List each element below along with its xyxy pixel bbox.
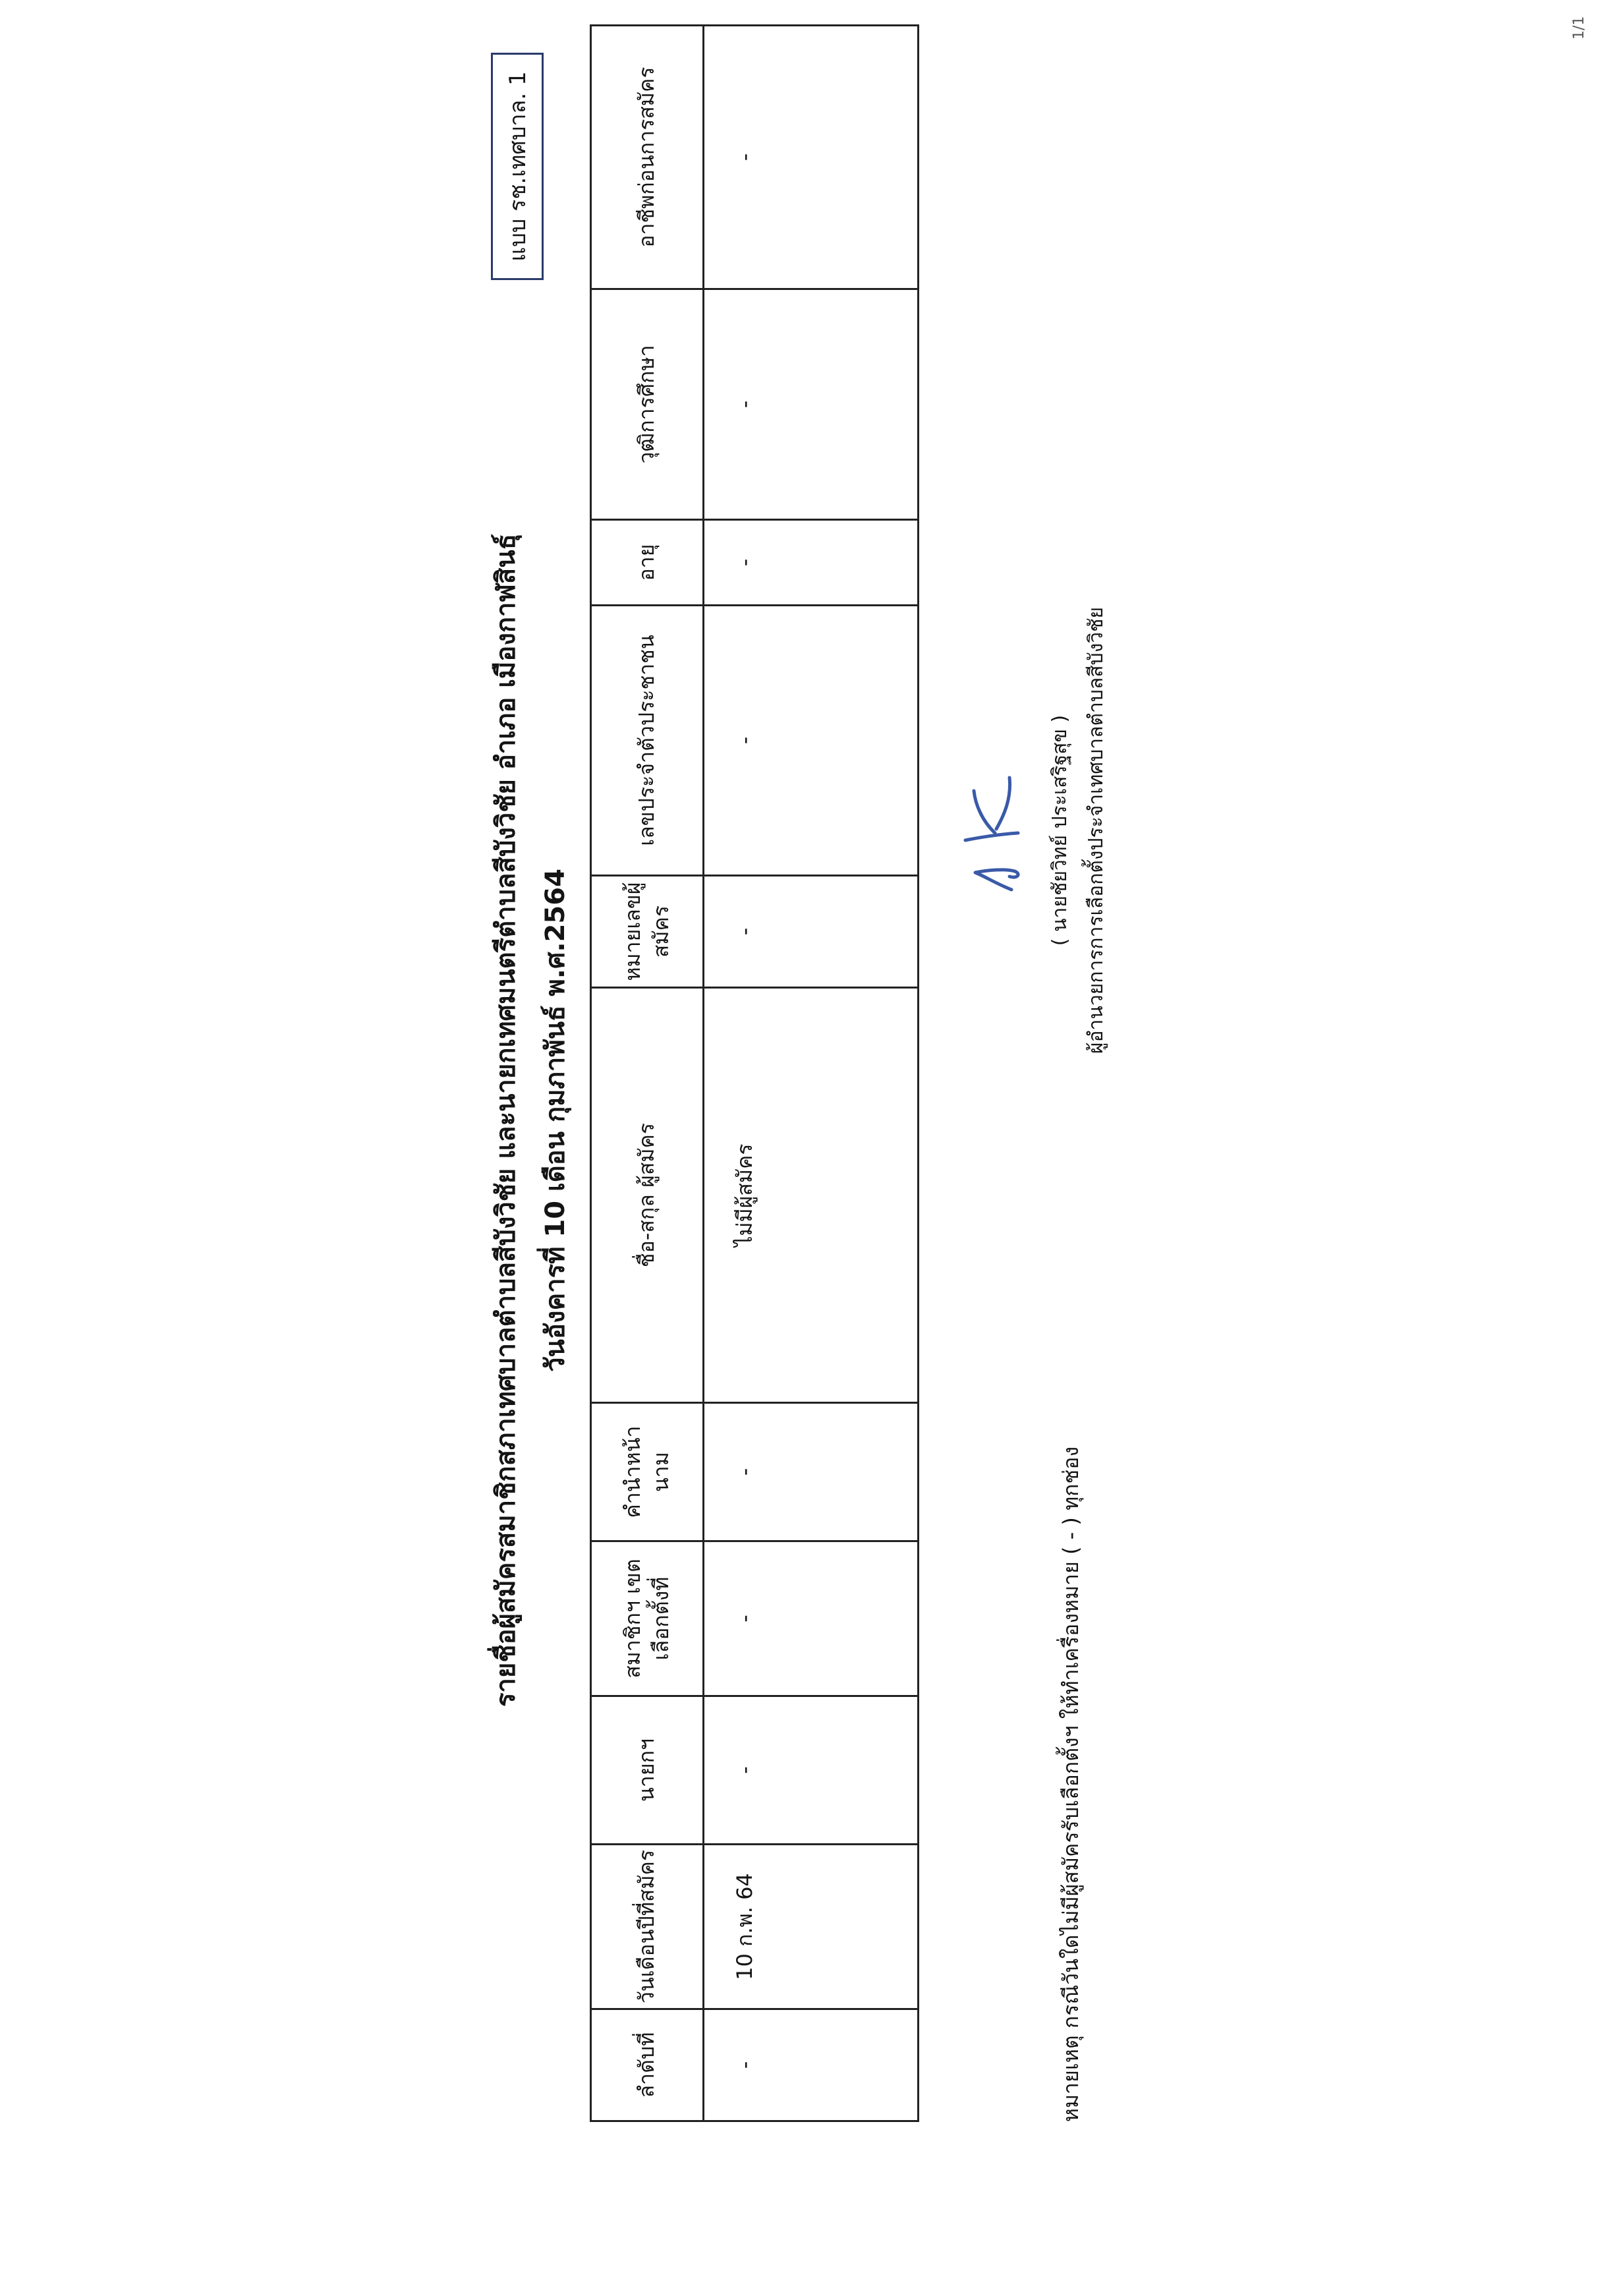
- form-code-badge: แบบ รช.เทศบาล. 1: [491, 53, 544, 280]
- document-date: วันอังคารที่ 10 เดือน กุมภาพันธ์ พ.ศ.2564: [540, 869, 571, 1372]
- candidate-table: [590, 24, 919, 2122]
- col-header-education: วุฒิการศึกษา: [591, 289, 704, 520]
- cell-date: 10 ก.พ. 64: [704, 1845, 919, 2009]
- col-header-order: ลำดับที่: [591, 2009, 704, 2121]
- col-header-occupation: อาชีพก่อนการสมัคร: [591, 26, 704, 289]
- col-header-age: อายุ: [591, 520, 704, 606]
- cell-candidate-number: -: [704, 876, 919, 988]
- table-row: [704, 26, 919, 2121]
- cell-order: -: [704, 2009, 919, 2121]
- cell-council-district: -: [704, 1541, 919, 1696]
- cell-title-prefix: -: [704, 1403, 919, 1541]
- signer-position: ผู้อำนวยการการเลือกตั้งประจำเทศบาลตำบลสีบังวิชัย: [1085, 606, 1108, 1054]
- cell-national-id: -: [704, 606, 919, 876]
- col-header-council-district: สมาชิกฯ เขตเลือกตั้งที่: [591, 1541, 704, 1696]
- document-title: รายชื่อผู้สมัครสมาชิกสภาเทศบาลตำบลสีบังวิชัย และนายกเทศมนตรีตำบลสีบังวิชัย อำเภอ เมืองกาฬสินธุ์: [491, 533, 521, 1708]
- handwritten-signature: [949, 758, 1035, 903]
- cell-age: -: [704, 520, 919, 606]
- signer-name: ( นายชัยวิทย์ ประเสริฐสุข ): [1048, 714, 1071, 946]
- cell-mayor: -: [704, 1696, 919, 1845]
- cell-candidate-name: ไม่มีผู้สมัคร: [704, 988, 919, 1403]
- cell-occupation: -: [704, 26, 919, 289]
- page-number: 1/1: [1571, 16, 1587, 40]
- table-header-row: [591, 26, 704, 2121]
- col-header-candidate-name: ชื่อ-สกุล ผู้สมัคร: [591, 988, 704, 1403]
- col-header-title-prefix: คำนำหน้านาม: [591, 1403, 704, 1541]
- col-header-mayor: นายกฯ: [591, 1696, 704, 1845]
- col-header-date: วันเดือนปีที่สมัคร: [591, 1845, 704, 2009]
- col-header-national-id: เลขประจำตัวประชาชน: [591, 606, 704, 876]
- cell-education: -: [704, 289, 919, 520]
- remark-note: หมายเหตุ กรณีวันใดไม่มีผู้สมัครรับเลือกตั้งฯ ให้ทำเครื่องหมาย ( - ) ทุกช่อง: [1058, 1446, 1083, 2122]
- col-header-candidate-number: หมายเลขผู้สมัคร: [591, 876, 704, 988]
